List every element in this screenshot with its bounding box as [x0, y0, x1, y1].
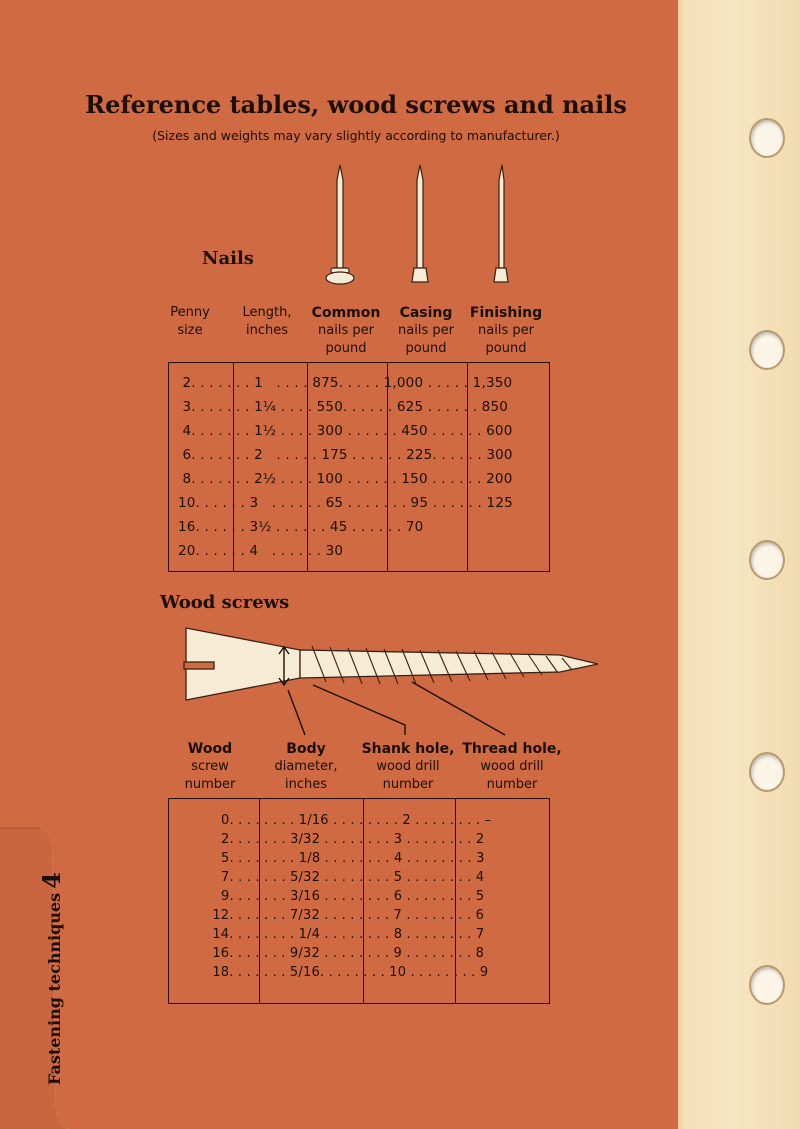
nails-row: 16. . . . . . 3½ . . . . . . 45 . . . . . . 70 — [169, 519, 424, 535]
section-tab-label[interactable] — [37, 872, 66, 1085]
nails-row: 4. . . . . . . 1½ . . . . 300 . . . . . . 450 . . . . . . 600 — [169, 423, 513, 439]
section-tab-number: 4 — [37, 872, 66, 889]
screws-row: 5. . . . . . . . 1/8 . . . . . . . . 4 . . . . . . . . 3 — [169, 851, 485, 866]
nails-col-common: Common nails per pound — [311, 305, 381, 356]
nails-col-finishing: Finishing nails per pound — [469, 305, 543, 356]
screws-col-diameter: Body diameter, inches — [274, 741, 338, 792]
nails-row: 6. . . . . . . 2 . . . . . 175 . . . . . . 225. . . . . . 300 — [169, 447, 513, 463]
nails-row: 8. . . . . . . 2½ . . . . 100 . . . . . . 150 . . . . . . 200 — [169, 471, 513, 487]
screws-col-number: Wood screw number — [184, 741, 236, 792]
nails-table — [168, 362, 550, 572]
column-divider — [307, 363, 308, 571]
binder-hole — [749, 752, 785, 792]
nails-col-length: Length, inches — [242, 305, 292, 338]
screws-row: 2. . . . . . . 3/32 . . . . . . . . 3 . . . . . . . . 2 — [169, 832, 485, 847]
nails-col-penny: Penny size — [170, 305, 210, 338]
screws-row: 12. . . . . . . 7/32 . . . . . . . . 7 . . . . . . . . 6 — [169, 908, 485, 923]
screws-row: 7. . . . . . . 5/32 . . . . . . . . 5 . . . . . . . . 4 — [169, 870, 485, 885]
nails-row: 10. . . . . . 3 . . . . . . 65 . . . . . . . 95 . . . . . . 125 — [169, 495, 513, 511]
screws-row: 18. . . . . . . 5/16. . . . . . . . 10 . . . . . . . . 9 — [169, 965, 489, 980]
page-subtitle: (Sizes and weights may vary slightly according to manufacturer.) — [152, 128, 560, 143]
screws-heading: Wood screws — [160, 592, 290, 613]
column-divider — [233, 363, 234, 571]
nails-col-casing: Casing nails per pound — [398, 305, 454, 356]
screws-col-thread: Thread hole, wood drill number — [462, 741, 562, 792]
binder-hole — [749, 118, 785, 158]
screws-row: 16. . . . . . . 9/32 . . . . . . . . 9 . . . . . . . . 8 — [169, 946, 485, 961]
screws-col-shank: Shank hole, wood drill number — [361, 741, 455, 792]
nails-row: 3. . . . . . . 1¼ . . . . 550. . . . . . 625 . . . . . . 850 — [169, 399, 509, 415]
column-divider — [387, 363, 388, 571]
binder-hole — [749, 965, 785, 1005]
binder-hole — [749, 330, 785, 370]
binder-hole — [749, 540, 785, 580]
section-tab-title: Fastening techniques — [45, 892, 64, 1085]
column-divider — [467, 363, 468, 571]
screws-row: 0. . . . . . . . 1/16 . . . . . . . . 2 . . . . . . . . – — [169, 813, 492, 828]
screws-table — [168, 798, 550, 1004]
nails-heading: Nails — [202, 248, 254, 269]
page-title: Reference tables, wood screws and nails — [85, 90, 627, 119]
nails-row: 20. . . . . . 4 . . . . . . 30 — [169, 543, 344, 559]
screws-row: 9. . . . . . . 3/16 . . . . . . . . 6 . . . . . . . . 5 — [169, 889, 485, 904]
screws-row: 14. . . . . . . . 1/4 . . . . . . . . 8 . . . . . . . . 7 — [169, 927, 485, 942]
nails-row: 2. . . . . . . 1 . . . . 875. . . . . 1,000 . . . . . 1,350 — [169, 375, 513, 391]
